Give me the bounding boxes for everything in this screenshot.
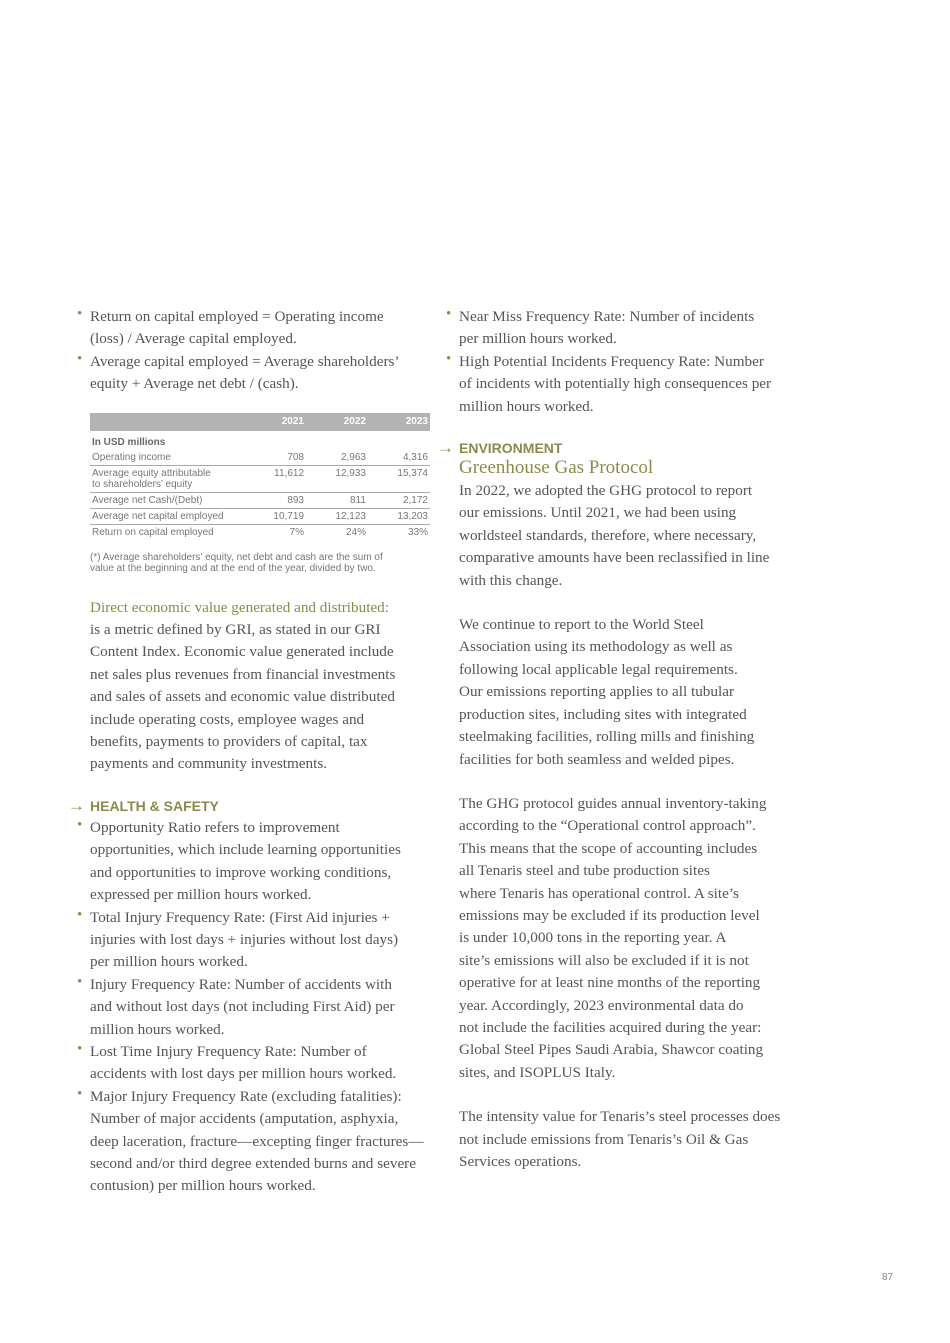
text-line: The GHG protocol guides annual inventory-taking — [459, 794, 767, 812]
list-item — [447, 351, 817, 418]
page-number: 87 — [882, 1272, 894, 1283]
text-line: second and/or third degree extended burns and severe — [90, 1154, 416, 1172]
text-line: is under 10,000 tons in the reporting year. A — [459, 929, 727, 947]
text-line: following local applicable legal requirements. — [459, 660, 738, 678]
unit-label: In USD millions — [92, 436, 166, 448]
list-item — [78, 907, 438, 974]
text-line: injuries with lost days + injuries without lost days) — [90, 930, 399, 948]
table-row — [90, 524, 430, 540]
text-line: equity + Average net debt / (cash). — [90, 375, 299, 393]
roce-table — [90, 413, 430, 540]
text-line: our emissions. Until 2021, we had been using — [459, 504, 737, 522]
table-row — [90, 465, 430, 492]
list-item — [78, 306, 438, 351]
text-line: net sales plus revenues from financial investments — [90, 665, 396, 683]
text-line: opportunities, which include learning opportunities — [90, 841, 401, 859]
text-line: where Tenaris has operational control. A site’s — [459, 884, 739, 902]
table-cell: 10,719 — [244, 508, 306, 524]
list-item — [78, 974, 438, 1041]
environment-text — [459, 480, 817, 1173]
paragraph — [459, 793, 817, 1084]
row-label-text: Operating income — [92, 451, 171, 463]
text-line: emissions may be excluded if its production level — [459, 906, 760, 924]
text-line: worldsteel standards, therefore, where necessary, — [459, 526, 757, 544]
text-line: accidents with lost days per million hours worked. — [90, 1065, 397, 1083]
table-cell: 11,612 — [244, 465, 306, 492]
row-label — [90, 524, 244, 540]
text-line: (*) Average shareholders’ equity, net debt and cash are the sum of — [90, 551, 383, 563]
table-cell: 15,374 — [368, 465, 430, 492]
left-column — [68, 306, 438, 1198]
list-item — [78, 351, 438, 396]
text-line: sites, and ISOPLUS Italy. — [459, 1063, 616, 1081]
direct-economic-value — [90, 597, 438, 776]
table-cell: 2,963 — [306, 450, 368, 466]
text-line: value at the beginning and at the end of the year, divided by two. — [90, 562, 376, 574]
section-environment — [437, 438, 817, 458]
table-cell: 12,933 — [306, 465, 368, 492]
text-line: • Near Miss Frequency Rate: Number of incidents — [459, 308, 755, 325]
text-line: and sales of assets and economic value distributed — [90, 688, 395, 706]
text-line: deep laceration, fracture—excepting finger fractures— — [90, 1132, 424, 1150]
section-heading: ENVIRONMENT — [459, 440, 563, 457]
table-cell: 708 — [244, 450, 306, 466]
text-line: contusion) per million hours worked. — [90, 1177, 316, 1195]
text-line: site’s emissions will also be excluded if it is not — [459, 951, 749, 969]
table-cell: 4,316 — [368, 450, 430, 466]
text-line: Our emissions reporting applies to all tubular — [459, 683, 735, 701]
list-item — [78, 1086, 438, 1198]
row-label-text: Average net capital employed — [92, 510, 224, 522]
table-row — [90, 492, 430, 508]
text-line: • Return on capital employed = Operating income — [90, 308, 384, 325]
text-line: and without lost days (not including First Aid) per — [90, 998, 395, 1016]
frequency-definitions — [447, 306, 817, 418]
text-line: year. Accordingly, 2023 environmental data do — [459, 996, 744, 1014]
text-line: of incidents with potentially high consequences per — [459, 375, 772, 393]
text-line: • Major Injury Frequency Rate (excluding fatalities): — [90, 1087, 402, 1105]
text-line: In 2022, we adopted the GHG protocol to report — [459, 482, 753, 500]
table-cell: 893 — [244, 492, 306, 508]
roce-definitions — [78, 306, 438, 396]
row-label — [90, 492, 244, 508]
list-item — [78, 1041, 438, 1086]
text-line: payments and community investments. — [90, 755, 328, 773]
row-label — [90, 450, 244, 466]
table-cell: 12,123 — [306, 508, 368, 524]
text-line: The intensity value for Tenaris’s steel processes does — [459, 1108, 781, 1126]
section-heading: HEALTH & SAFETY — [90, 797, 219, 814]
text-line: operative for at least nine months of the reporting — [459, 974, 761, 992]
table-row — [90, 508, 430, 524]
paragraph — [459, 480, 817, 592]
text-line: • Average capital employed = Average shareholders’ — [90, 352, 400, 370]
text-line: per million hours worked. — [459, 330, 617, 348]
table-footnote — [90, 552, 438, 574]
list-item — [447, 306, 817, 351]
text-line: • Injury Frequency Rate: Number of accidents with — [90, 975, 392, 993]
table-cell: 24% — [345, 526, 366, 538]
text-line: Content Index. Economic value generated include — [90, 643, 394, 661]
roce-table-block — [90, 413, 438, 574]
table-cell: 13,203 — [368, 508, 430, 524]
text-line: all Tenaris steel and tube production sites — [459, 862, 710, 880]
text-line: We continue to report to the World Steel — [459, 616, 704, 634]
text-line: per million hours worked. — [90, 953, 248, 971]
column-header: 2023 — [368, 413, 430, 431]
text-line: comparative amounts have been reclassified in line — [459, 549, 770, 567]
text-line: Global Steel Pipes Saudi Arabia, Shawcor coating — [459, 1041, 764, 1059]
text-line: benefits, payments to providers of capital, tax — [90, 733, 368, 751]
column-header: 2021 — [244, 413, 306, 431]
text-line: Services operations. — [459, 1153, 582, 1170]
row-label — [90, 465, 244, 492]
text-line: facilities for both seamless and welded pipes. — [459, 750, 735, 768]
text-line: Number of major accidents (amputation, asphyxia, — [90, 1110, 399, 1128]
row-label-text: Average net Cash/(Debt) — [92, 494, 203, 506]
table-cell: 811 — [306, 492, 368, 508]
text-line: with this change. — [459, 571, 563, 589]
text-line: (loss) / Average capital employed. — [90, 330, 297, 348]
table-cell: 33% — [407, 526, 428, 538]
arrow-right-icon: → — [68, 795, 85, 815]
text-line: • Lost Time Injury Frequency Rate: Number of — [90, 1042, 367, 1060]
text-line: is a metric defined by GRI, as stated in our GRI — [90, 621, 381, 639]
section-health-safety — [68, 795, 438, 815]
ghg-heading: Greenhouse Gas Protocol — [459, 457, 654, 479]
column-header: 2022 — [306, 413, 368, 431]
text-line: include operating costs, employee wages and — [90, 710, 365, 728]
text-line: production sites, including sites with integrated — [459, 705, 747, 723]
column-header — [90, 413, 244, 431]
paragraph — [459, 614, 817, 771]
table-header-row — [90, 413, 430, 431]
table-cell: 7% — [289, 526, 304, 538]
table-row — [90, 450, 430, 466]
text-line: • High Potential Incidents Frequency Rate: Number — [459, 352, 764, 370]
right-column — [437, 306, 817, 1173]
paragraph — [459, 1106, 817, 1173]
text-line: million hours worked. — [90, 1020, 225, 1038]
text-line: according to the “Operational control approach”. — [459, 817, 756, 835]
health-safety-definitions — [78, 817, 438, 1198]
text-line: not include the facilities acquired during the year: — [459, 1018, 762, 1036]
row-label-text: Return on capital employed — [92, 526, 214, 538]
text-line: and opportunities to improve working conditions, — [90, 863, 392, 881]
text-line: not include emissions from Tenaris’s Oil & Gas — [459, 1130, 749, 1148]
text-line: • Opportunity Ratio refers to improvement — [90, 818, 340, 836]
row-label — [90, 508, 244, 524]
direct-economic-heading: Direct economic value generated and distributed: — [90, 598, 389, 616]
text-line: This means that the scope of accounting includes — [459, 839, 758, 857]
text-line: Association using its methodology as well as — [459, 638, 733, 656]
row-label-text: Average equity attributable — [92, 467, 211, 479]
text-line: expressed per million hours worked. — [90, 886, 312, 904]
list-item — [78, 817, 438, 907]
arrow-right-icon: → — [437, 438, 454, 458]
text-line: steelmaking facilities, rolling mills and finishing — [459, 728, 755, 746]
text-line: million hours worked. — [459, 397, 594, 415]
table-cell: 2,172 — [368, 492, 430, 508]
row-label-text: to shareholders’ equity — [92, 478, 193, 490]
text-line: • Total Injury Frequency Rate: (First Aid injuries + — [90, 908, 390, 926]
